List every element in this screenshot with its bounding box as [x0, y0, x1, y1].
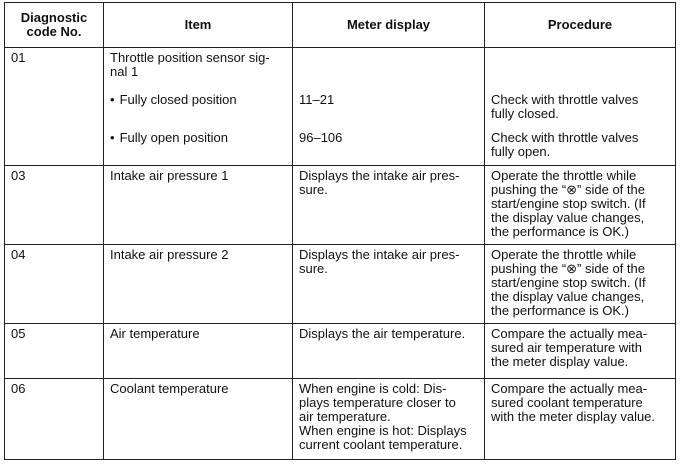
procedure-cell: Operate the throttle while pushing the “⊗” side of the start/engine stop switch. (If the display value changes, the performance is OK.): [484, 244, 676, 323]
item-cell: Intake air pressure 2: [103, 244, 292, 323]
code-cell: 04: [4, 244, 103, 323]
table-row: [4, 165, 676, 244]
header-procedure: Procedure: [484, 2, 676, 47]
item-cell: Throttle position sensor sig- nal 1 • Fully closed position • Fully open position: [103, 47, 292, 165]
meter-cell: Displays the intake air pres- sure.: [292, 165, 484, 244]
procedure-cell: Compare the actually mea- sured coolant temperature with the meter display value.: [484, 378, 676, 460]
meter-value-open: 96–106: [299, 130, 343, 145]
code-cell: 03: [4, 165, 103, 244]
table-row: [4, 244, 676, 323]
sub-item-fully-open: • Fully open position: [110, 131, 288, 145]
procedure-cell: [484, 47, 676, 165]
code-cell: 06: [4, 378, 103, 460]
item-cell: Intake air pressure 1: [103, 165, 292, 244]
item-cell: Coolant temperature: [103, 378, 292, 460]
item-cell: Air temperature: [103, 323, 292, 378]
code-cell: 05: [4, 323, 103, 378]
table-row: [4, 323, 676, 378]
diagnostic-code-table: [4, 2, 676, 460]
procedure-cell: Compare the actually mea- sured air temperature with the meter display value.: [484, 323, 676, 378]
procedure-open: Check with throttle valves fully open.: [491, 130, 639, 159]
meter-cell: Displays the air temperature.: [292, 323, 484, 378]
table-header: [4, 2, 676, 47]
meter-cell: When engine is cold: Dis- plays temperature closer to air temperature. When engine is hot: Displays current coolant temperature.: [292, 378, 484, 460]
table-row: [4, 47, 676, 165]
meter-cell: Displays the intake air pres- sure.: [292, 244, 484, 323]
sub-item-fully-closed: • Fully closed position: [110, 93, 288, 107]
meter-value-closed: 11–21: [299, 92, 335, 107]
header-meter-display: Meter display: [292, 2, 484, 47]
code-cell: 01: [4, 47, 103, 165]
header-diagnostic-code: Diagnostic code No.: [4, 2, 103, 47]
procedure-closed: Check with throttle valves fully closed.: [491, 92, 639, 121]
header-item: Item: [103, 2, 292, 47]
procedure-cell: Operate the throttle while pushing the “⊗” side of the start/engine stop switch. (If the display value changes, the performance is OK.): [484, 165, 676, 244]
meter-cell: [292, 47, 484, 165]
table-row: [4, 378, 676, 460]
